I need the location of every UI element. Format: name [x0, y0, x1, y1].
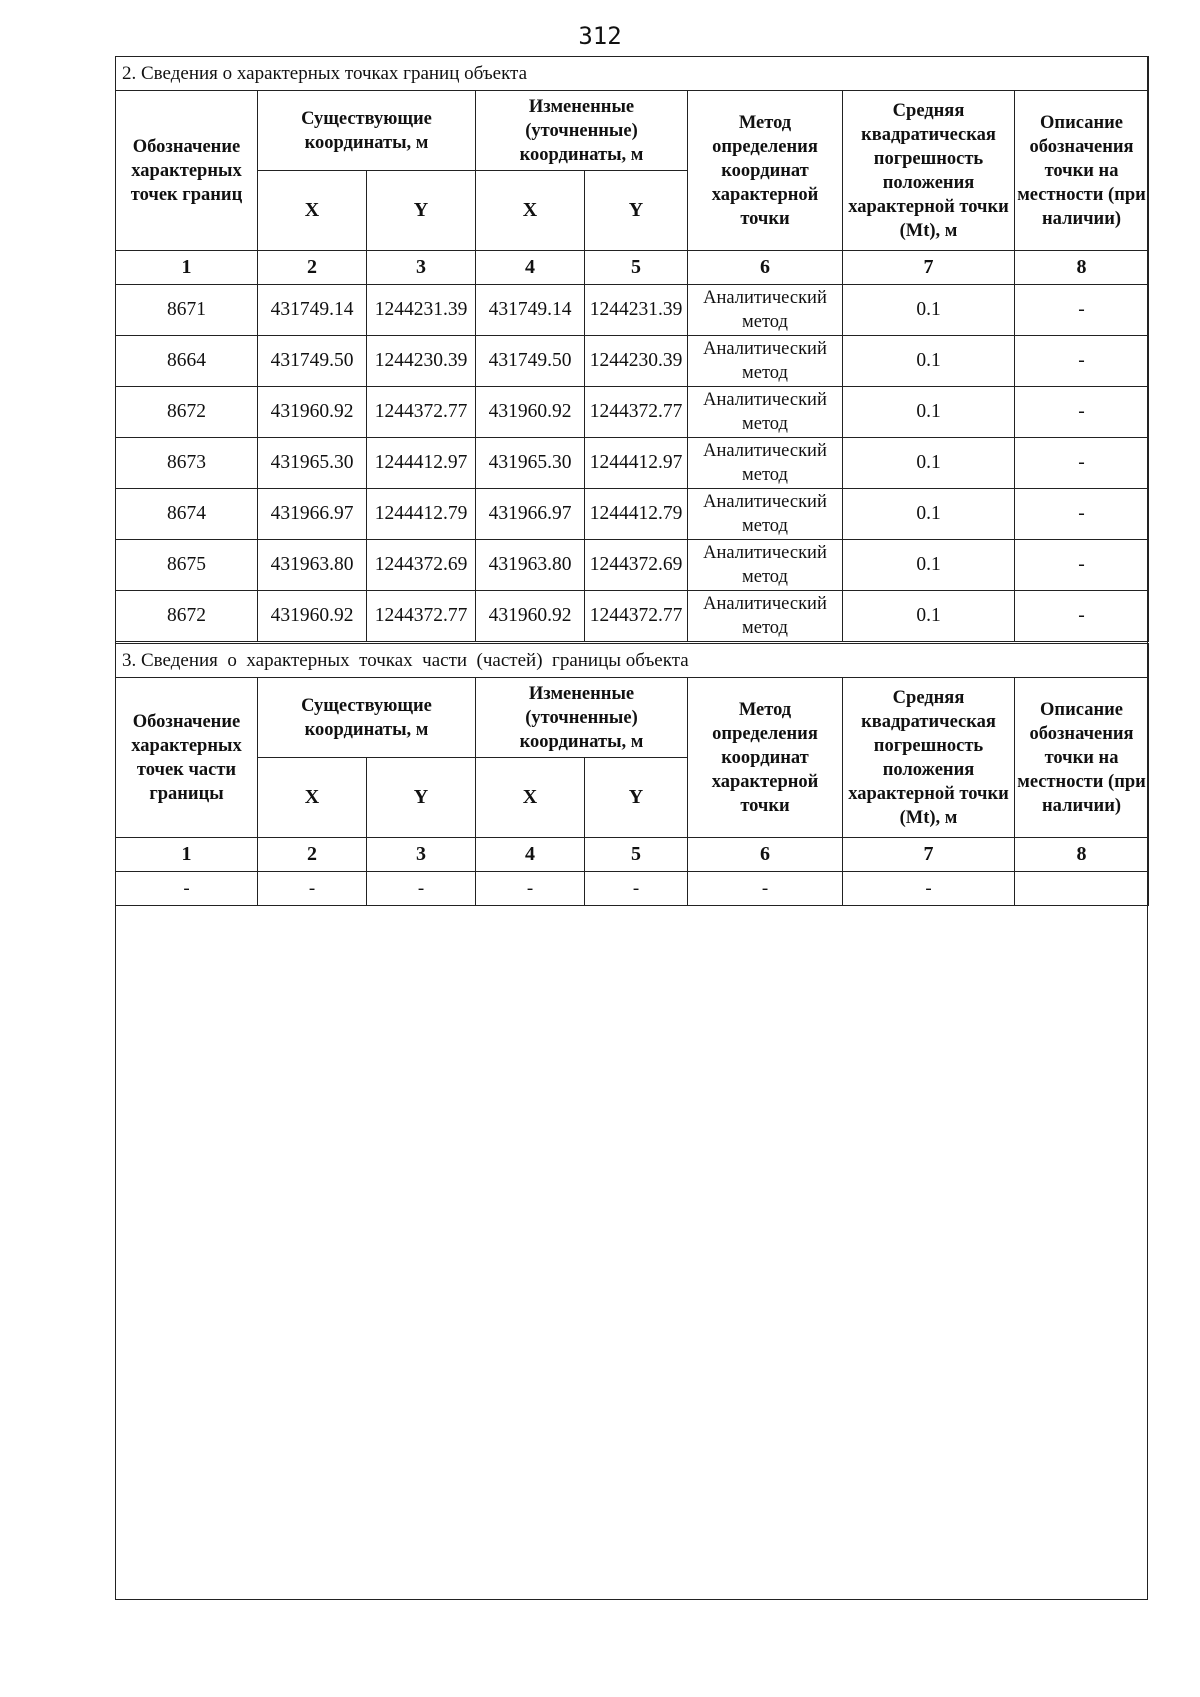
changed-y-cell: 1244372.77	[585, 591, 688, 642]
changed-x-cell: 431963.80	[476, 540, 585, 591]
changed-y-cell: 1244412.79	[585, 489, 688, 540]
method-cell: Аналитический метод	[688, 336, 843, 387]
description-cell: -	[1015, 336, 1149, 387]
description-cell: -	[1015, 438, 1149, 489]
header-description: Описание обозначения точки на местности (при наличии)	[1015, 91, 1149, 251]
header-method: Метод определения координат характерной точки	[688, 91, 843, 251]
existing-y-cell: -	[367, 872, 476, 906]
header-designation: Обозначение характерных точек границ	[116, 91, 258, 251]
header-description: Описание обозначения точки на местности (при наличии)	[1015, 678, 1149, 838]
point-cell: 8675	[116, 540, 258, 591]
col-number: 1	[116, 251, 258, 285]
section-title: 2. Сведения о характерных точках границ объекта	[116, 57, 1149, 91]
header-changed-coords: Измененные (уточненные) координаты, м	[476, 678, 688, 758]
table-row	[116, 591, 1149, 642]
col-number: 5	[585, 251, 688, 285]
method-cell: Аналитический метод	[688, 387, 843, 438]
existing-y-cell: 1244372.77	[367, 387, 476, 438]
table-row	[116, 872, 1149, 906]
mt-cell: 0.1	[843, 336, 1015, 387]
existing-x-cell: 431966.97	[258, 489, 367, 540]
changed-x-cell: 431749.50	[476, 336, 585, 387]
table-row	[116, 387, 1149, 438]
col-number: 2	[258, 251, 367, 285]
col-number: 4	[476, 251, 585, 285]
existing-y-cell: 1244412.97	[367, 438, 476, 489]
header-changed-x: X	[476, 758, 585, 838]
header-existing-y: Y	[367, 758, 476, 838]
col-number: 1	[116, 838, 258, 872]
header-existing-coords: Существующие координаты, м	[258, 678, 476, 758]
point-cell: 8672	[116, 591, 258, 642]
changed-y-cell: 1244412.97	[585, 438, 688, 489]
existing-y-cell: 1244231.39	[367, 285, 476, 336]
existing-x-cell: 431960.92	[258, 387, 367, 438]
header-method: Метод определения координат характерной точки	[688, 678, 843, 838]
description-cell: -	[1015, 489, 1149, 540]
description-cell: -	[1015, 285, 1149, 336]
point-cell: 8672	[116, 387, 258, 438]
col-number: 6	[688, 838, 843, 872]
point-cell: -	[116, 872, 258, 906]
col-number: 3	[367, 838, 476, 872]
method-cell: Аналитический метод	[688, 285, 843, 336]
header-existing-x: X	[258, 758, 367, 838]
mt-cell: 0.1	[843, 438, 1015, 489]
col-number: 3	[367, 251, 476, 285]
col-number: 2	[258, 838, 367, 872]
header-changed-y: Y	[585, 171, 688, 251]
changed-x-cell: 431749.14	[476, 285, 585, 336]
mt-cell: 0.1	[843, 285, 1015, 336]
mt-cell: -	[843, 872, 1015, 906]
table-row	[116, 336, 1149, 387]
col-number: 6	[688, 251, 843, 285]
description-cell: -	[1015, 591, 1149, 642]
existing-y-cell: 1244230.39	[367, 336, 476, 387]
description-cell: -	[1015, 387, 1149, 438]
header-changed-x: X	[476, 171, 585, 251]
header-error: Средняя квадратическая погрешность положения характерной точки (Mt), м	[843, 678, 1015, 838]
changed-y-cell: 1244372.69	[585, 540, 688, 591]
boundary-points-table	[115, 56, 1149, 642]
header-changed-y: Y	[585, 758, 688, 838]
header-changed-coords: Измененные (уточненные) координаты, м	[476, 91, 688, 171]
table-row	[116, 285, 1149, 336]
mt-cell: 0.1	[843, 540, 1015, 591]
column-number-row	[116, 838, 1149, 872]
method-cell: Аналитический метод	[688, 591, 843, 642]
changed-x-cell: 431960.92	[476, 387, 585, 438]
changed-y-cell: 1244372.77	[585, 387, 688, 438]
column-number-row	[116, 251, 1149, 285]
table-row	[116, 489, 1149, 540]
method-cell: -	[688, 872, 843, 906]
point-cell: 8664	[116, 336, 258, 387]
point-cell: 8674	[116, 489, 258, 540]
header-existing-coords: Существующие координаты, м	[258, 91, 476, 171]
mt-cell: 0.1	[843, 489, 1015, 540]
description-cell: -	[1015, 540, 1149, 591]
col-number: 8	[1015, 838, 1149, 872]
existing-x-cell: 431749.14	[258, 285, 367, 336]
changed-y-cell: 1244230.39	[585, 336, 688, 387]
existing-y-cell: 1244412.79	[367, 489, 476, 540]
existing-x-cell: 431963.80	[258, 540, 367, 591]
part-boundary-points-table	[115, 643, 1149, 906]
col-number: 7	[843, 838, 1015, 872]
section-title: 3. Сведения о характерных точках части (частей) границы объекта	[116, 644, 1149, 678]
header-designation: Обозначение характерных точек части границы	[116, 678, 258, 838]
header-existing-x: X	[258, 171, 367, 251]
existing-x-cell: 431960.92	[258, 591, 367, 642]
description-cell	[1015, 872, 1149, 906]
page-number: 312	[578, 22, 622, 50]
changed-x-cell: -	[476, 872, 585, 906]
changed-x-cell: 431965.30	[476, 438, 585, 489]
col-number: 5	[585, 838, 688, 872]
table-row	[116, 540, 1149, 591]
existing-x-cell: -	[258, 872, 367, 906]
existing-y-cell: 1244372.69	[367, 540, 476, 591]
header-existing-y: Y	[367, 171, 476, 251]
method-cell: Аналитический метод	[688, 438, 843, 489]
existing-x-cell: 431749.50	[258, 336, 367, 387]
existing-y-cell: 1244372.77	[367, 591, 476, 642]
mt-cell: 0.1	[843, 591, 1015, 642]
col-number: 4	[476, 838, 585, 872]
existing-x-cell: 431965.30	[258, 438, 367, 489]
table-row	[116, 438, 1149, 489]
mt-cell: 0.1	[843, 387, 1015, 438]
point-cell: 8673	[116, 438, 258, 489]
method-cell: Аналитический метод	[688, 489, 843, 540]
changed-x-cell: 431966.97	[476, 489, 585, 540]
header-error: Средняя квадратическая погрешность положения характерной точки (Mt), м	[843, 91, 1015, 251]
col-number: 7	[843, 251, 1015, 285]
changed-y-cell: -	[585, 872, 688, 906]
changed-x-cell: 431960.92	[476, 591, 585, 642]
point-cell: 8671	[116, 285, 258, 336]
method-cell: Аналитический метод	[688, 540, 843, 591]
col-number: 8	[1015, 251, 1149, 285]
changed-y-cell: 1244231.39	[585, 285, 688, 336]
